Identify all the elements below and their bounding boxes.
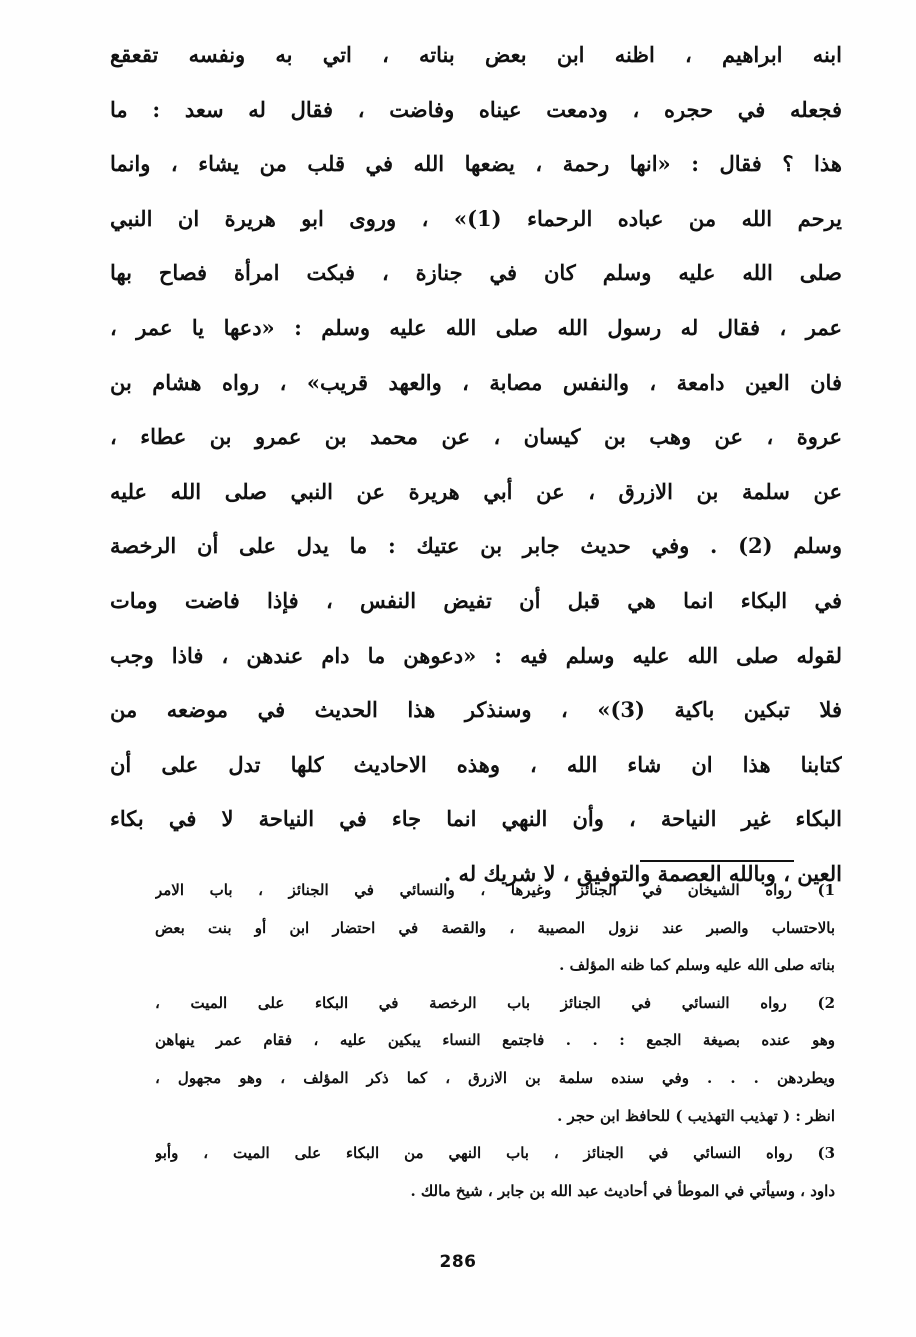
body-line: فجعله في حجره ، ودمعت عيناه وفاضت ، فقال له سعد : ما bbox=[110, 96, 842, 122]
body-line: وسلم (2) . وفي حديث جابر بن عتيك : ما يدل على أن الرخصة bbox=[110, 533, 842, 559]
footnote-divider bbox=[640, 860, 794, 862]
body-line: يرحم الله من عباده الرحماء (1)» ، وروى ابو هريرة ان النبي bbox=[110, 205, 842, 231]
footnote-line: 3) رواه النسائي في الجنائز ، باب النهي من البكاء على الميت ، وأبو bbox=[155, 1144, 835, 1163]
page-number: 286 bbox=[439, 1252, 477, 1272]
footnote-line: داود ، وسيأتي في الموطأ في أحاديث عبد الله بن جابر ، شيخ مالك . bbox=[410, 1181, 835, 1200]
body-line: صلى الله عليه وسلم كان في جنازة ، فبكت امرأة فصاح بها bbox=[110, 260, 842, 286]
footnotes-block bbox=[155, 872, 835, 1210]
footnote-line: انظر : ( تهذيب التهذيب ) للحافظ ابن حجر . bbox=[557, 1106, 835, 1125]
footnote-line: 2) رواه النسائي في الجنائز باب الرخصة في البكاء على الميت ، bbox=[155, 993, 835, 1012]
body-line: لقوله صلى الله عليه وسلم فيه : «دعوهن ما دام عندهن ، فاذا وجب bbox=[110, 642, 842, 668]
body-line: كتابنا هذا ان شاء الله ، وهذه الاحاديث كلها تدل على أن bbox=[110, 751, 842, 777]
body-line: فلا تبكين باكية (3)» ، وسنذكر هذا الحديث في موضعه من bbox=[110, 697, 842, 723]
body-line: عن سلمة بن الازرق ، عن أبي هريرة عن النبي صلى الله عليه bbox=[110, 478, 842, 504]
body-line: عروة ، عن وهب بن كيسان ، عن محمد بن عمرو بن عطاء ، bbox=[110, 424, 842, 450]
body-line: في البكاء انما هي قبل أن تفيض النفس ، فإذا فاضت ومات bbox=[110, 587, 842, 613]
footnote-line: 1) رواه الشيخان في الجنائز وغيرها ، والنسائي في الجنائز ، باب الامر bbox=[155, 881, 835, 899]
body-line: البكاء غير النياحة ، وأن النهي انما جاء في النياحة لا في بكاء bbox=[110, 806, 842, 832]
main-text-block bbox=[110, 28, 842, 902]
footnote-line: وهو عنده بصيغة الجمع : . . فاجتمع النساء يبكين عليه ، فقام عمر ينهاهن bbox=[155, 1031, 835, 1050]
body-line: هذا ؟ فقال : «انها رحمة ، يضعها الله في قلب من يشاء ، وانما bbox=[110, 151, 842, 177]
body-line: عمر ، فقال له رسول الله صلى الله عليه وسلم : «دعها يا عمر ، bbox=[110, 314, 842, 340]
body-line: ابنه ابراهيم ، اظنه ابن بعض بناته ، اتي به ونفسه تقعقع bbox=[110, 42, 842, 67]
body-line: فان العين دامعة ، والنفس مصابة ، والعهد قريب» ، رواه هشام بن bbox=[110, 369, 842, 395]
footnote-line: بناته صلى الله عليه وسلم كما ظنه المؤلف . bbox=[559, 956, 835, 975]
footnote-line: ويطردهن . . . وفي سنده سلمة بن الازرق ، كما ذكر المؤلف ، وهو مجهول ، bbox=[155, 1068, 835, 1087]
footnote-line: بالاحتساب والصبر عند نزول المصيبة ، والقصة في احتضار ابن أو بنت بعض bbox=[155, 918, 835, 937]
body-line: العين ، وبالله العصمة والتوفيق ، لا شريك له . bbox=[443, 860, 842, 886]
